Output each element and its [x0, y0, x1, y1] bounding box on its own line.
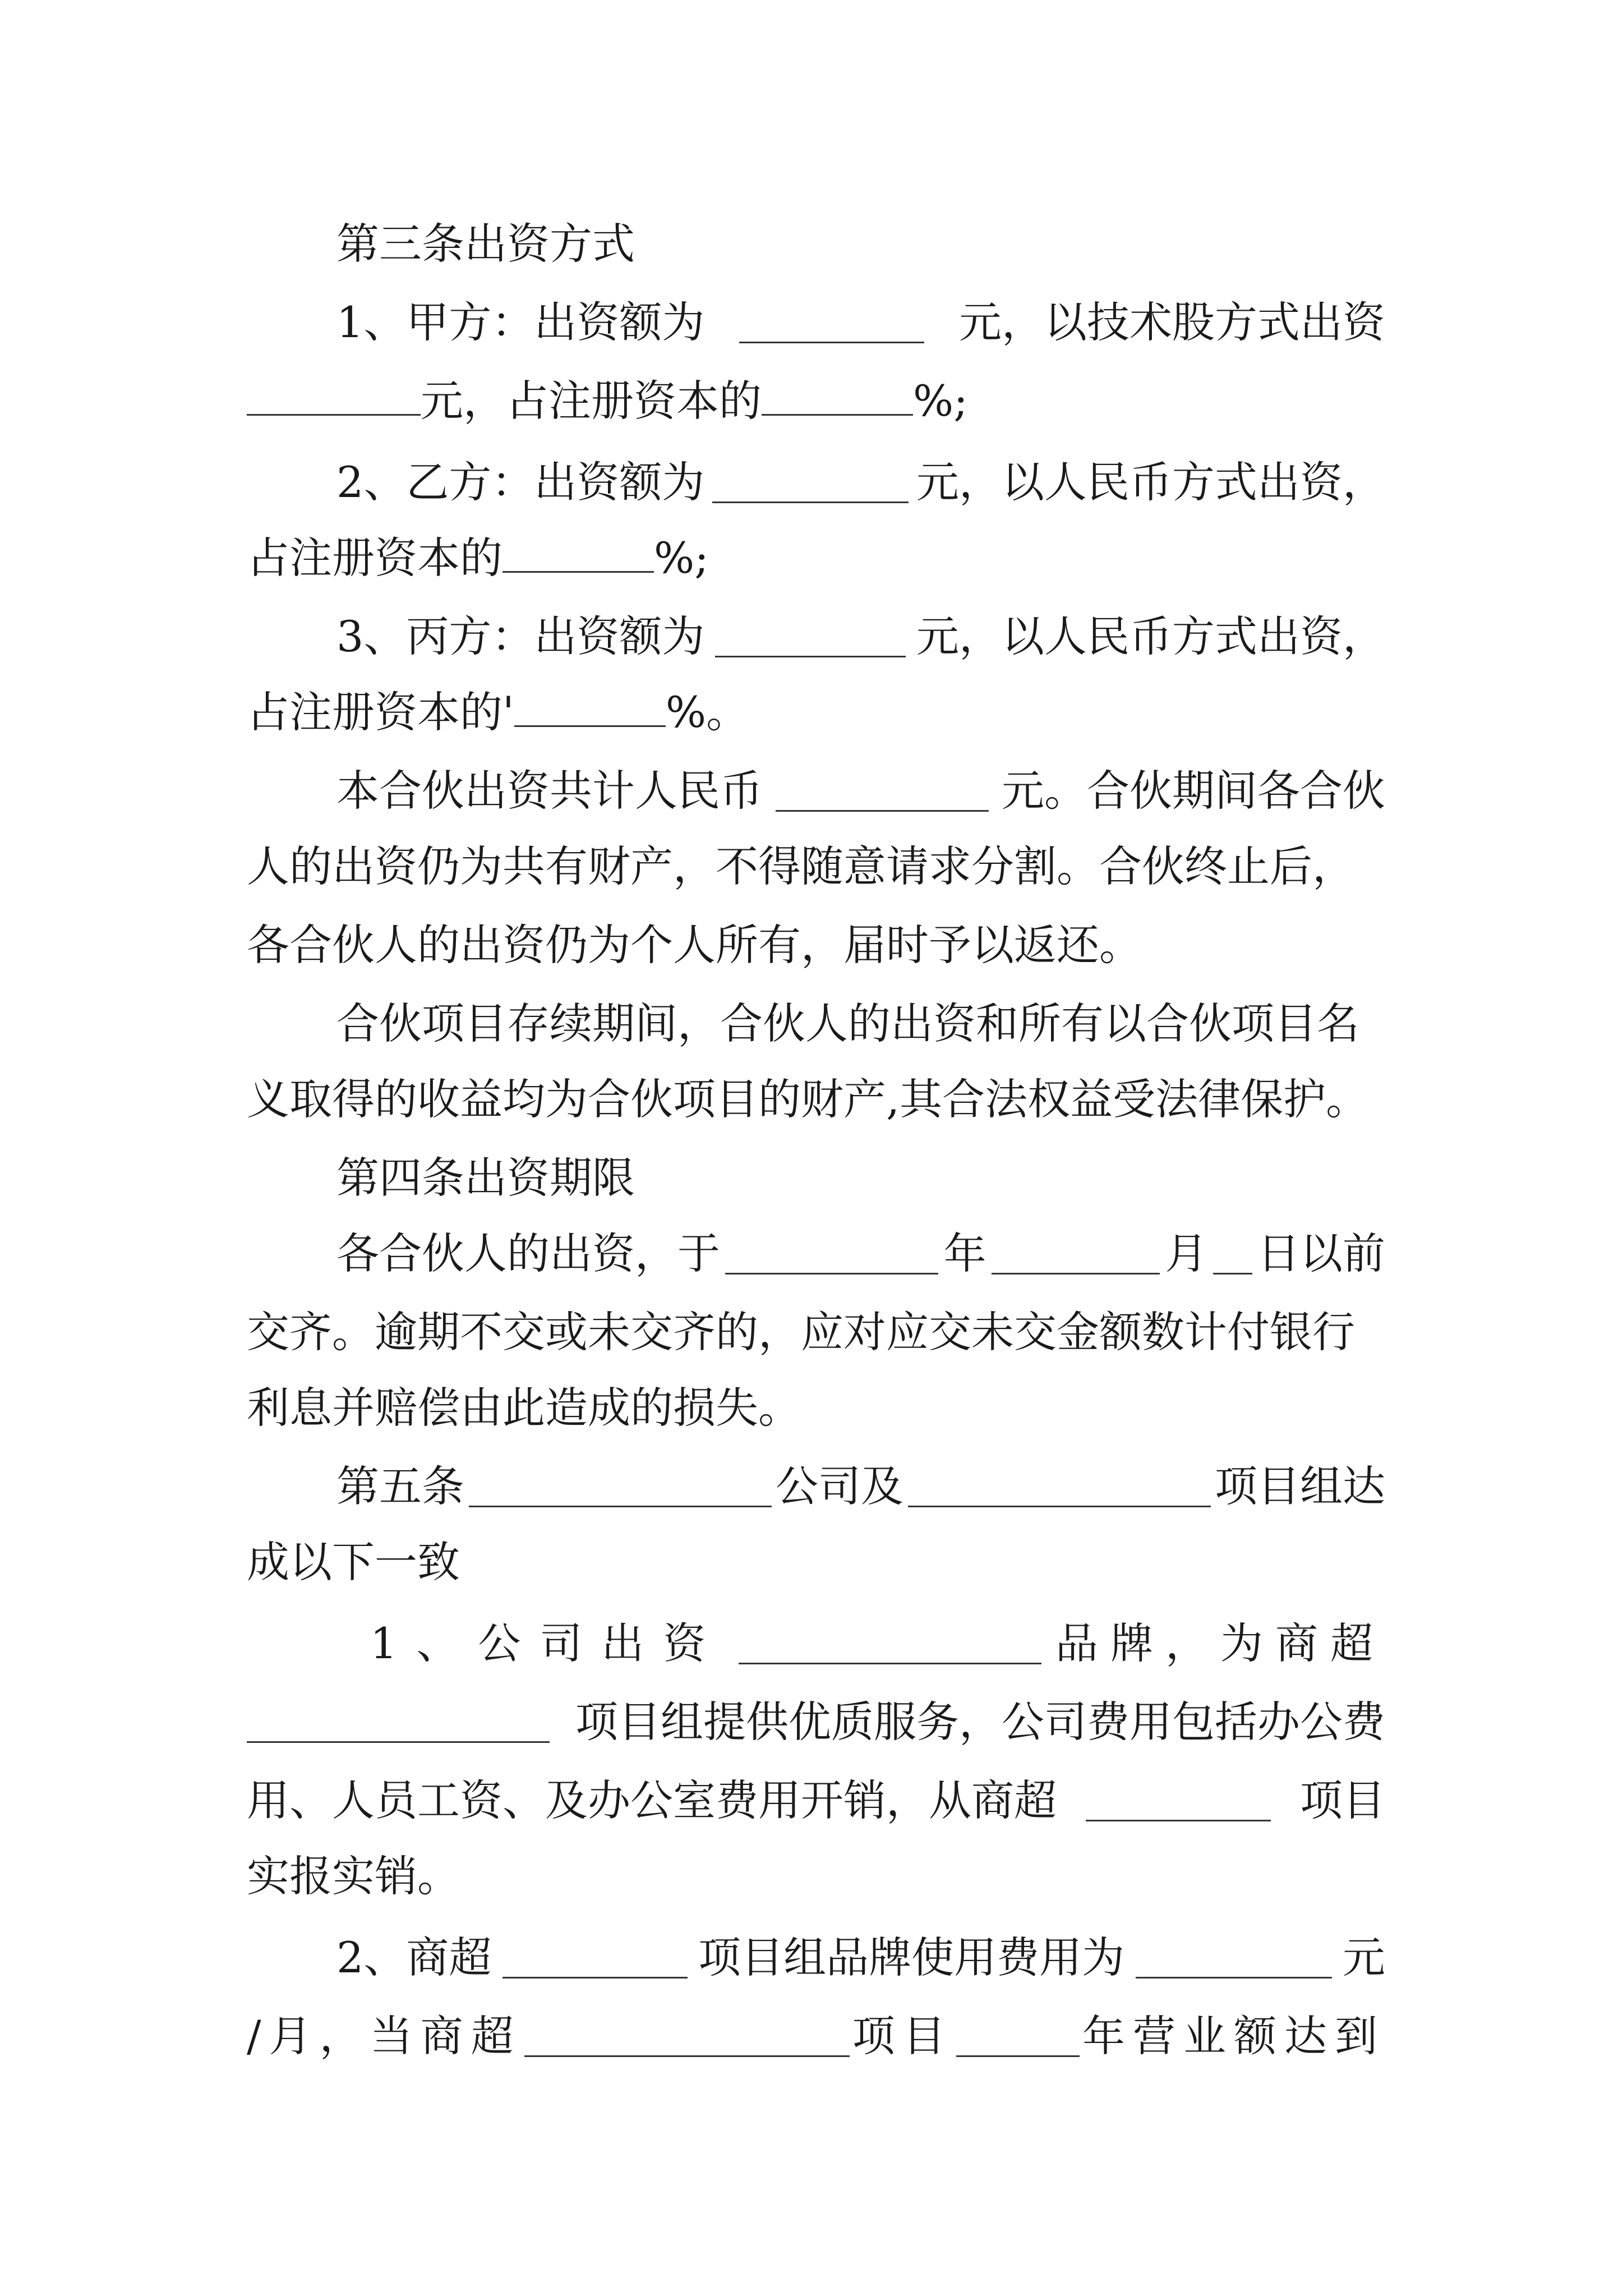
- item-1-continuation: [247, 1683, 1385, 1761]
- text: 项目: [1300, 1775, 1385, 1825]
- text: 第三条出资方式: [336, 219, 635, 269]
- text: 1、公司出资: [370, 1618, 725, 1668]
- blank-field[interactable]: [739, 302, 924, 343]
- text: 品牌，为商超: [1055, 1618, 1385, 1668]
- article-3-heading: [336, 205, 1385, 283]
- text: 第四条出资期限: [336, 1153, 635, 1203]
- clause-3-continuation: [247, 673, 1385, 752]
- text: 项目组达: [1215, 1461, 1385, 1511]
- paragraph-line: [247, 1369, 1385, 1447]
- text: 义取得的收益均为合伙项目的财产,其合法权益受法律保护。: [247, 1074, 1369, 1124]
- text: 各合伙人的出资，于: [336, 1228, 720, 1278]
- text: 本合伙出资共计人民币: [336, 766, 763, 816]
- text: 元，以人民币方式出资，: [916, 611, 1385, 661]
- text: 公司及: [776, 1461, 903, 1511]
- article-5-heading: [336, 1447, 1385, 1526]
- text: 项目: [852, 2011, 953, 2061]
- text: 元: [1342, 1932, 1385, 1982]
- blank-field[interactable]: [956, 2016, 1080, 2057]
- blank-field[interactable]: [762, 375, 913, 416]
- text: 元，以人民币方式出资，: [916, 457, 1385, 507]
- text: 3、丙方：出资额为: [336, 611, 705, 661]
- text: 合伙项目存续期间，合伙人的出资和所有以合伙项目名: [336, 999, 1359, 1048]
- text: 实报实销。: [247, 1851, 460, 1901]
- text: 2、乙方：出资额为: [336, 457, 705, 507]
- text: 占注册资本的': [247, 687, 514, 737]
- blank-field[interactable]: [502, 1938, 688, 1978]
- clause-1-continuation: [247, 362, 1385, 440]
- text: 第五条: [336, 1461, 464, 1511]
- text: 月: [1165, 1228, 1208, 1278]
- text: 占注册资本的: [247, 533, 502, 583]
- blank-field[interactable]: [1136, 1938, 1332, 1978]
- text: %。: [665, 687, 749, 737]
- blank-field[interactable]: [712, 462, 909, 503]
- blank-field[interactable]: [715, 616, 906, 657]
- blank-field[interactable]: [502, 532, 654, 573]
- paragraph-line: [247, 1837, 1385, 1916]
- text: /月，当商超: [247, 2011, 522, 2061]
- paragraph-line: [247, 827, 1385, 906]
- paragraph-line: [247, 906, 1385, 984]
- clause-3-party-c: [336, 597, 1385, 676]
- paragraph-line: [336, 984, 1385, 1063]
- text: 1、甲方：出资额为: [336, 297, 705, 347]
- text: 人的出资仍为共有财产，不得随意请求分割。合伙终止后，: [247, 841, 1355, 891]
- blank-field[interactable]: [1213, 1234, 1252, 1274]
- blank-field[interactable]: [1086, 1780, 1271, 1821]
- article-4-heading: [336, 1139, 1385, 1217]
- text: 交齐。逾期不交或未交齐的，应对应交未交金额数计付银行: [247, 1307, 1355, 1357]
- text: 项目组品牌使用费用为: [698, 1932, 1125, 1982]
- text: 利息并赔偿由此造成的损失。: [247, 1383, 801, 1433]
- text: 元。合伙期间各合伙: [1002, 766, 1385, 816]
- text: 年营业额达到: [1082, 2011, 1385, 2061]
- paragraph-line: [247, 1523, 1385, 1602]
- text: %;: [913, 376, 968, 426]
- paragraph-line: [247, 1060, 1385, 1139]
- text: 项目组提供优质服务，公司费用包括办公费: [575, 1697, 1385, 1747]
- item-1-continuation: [247, 1761, 1385, 1840]
- blank-field[interactable]: [725, 1234, 938, 1274]
- text: 成以下一致: [247, 1537, 460, 1587]
- blank-field[interactable]: [469, 1466, 772, 1507]
- item-2-continuation: [247, 1997, 1385, 2076]
- text: 元，占注册资本的: [421, 376, 762, 426]
- text: 各合伙人的出资仍为个人所有，届时予以返还。: [247, 920, 1142, 970]
- blank-field[interactable]: [524, 2016, 850, 2057]
- item-1-line: [370, 1604, 1385, 1683]
- blank-field[interactable]: [247, 1702, 550, 1743]
- text: %;: [654, 533, 709, 583]
- item-2-line: [336, 1918, 1385, 1997]
- deadline-line: [336, 1214, 1385, 1293]
- paragraph-line: [247, 1293, 1385, 1372]
- text: 元，以技术股方式出资: [958, 297, 1385, 347]
- blank-field[interactable]: [776, 771, 989, 812]
- text: 年: [943, 1228, 986, 1278]
- text: 2、商超: [336, 1932, 492, 1982]
- clause-2-continuation: [247, 519, 1385, 597]
- blank-field[interactable]: [247, 375, 421, 416]
- clause-2-party-b: [336, 443, 1385, 522]
- total-contribution-line: [336, 752, 1385, 830]
- text: 用、人员工资、及办公室费用开销，从商超: [247, 1775, 1057, 1825]
- text: 日以前: [1257, 1228, 1385, 1278]
- blank-field[interactable]: [992, 1234, 1160, 1274]
- clause-1-party-a: [336, 283, 1385, 362]
- blank-field[interactable]: [908, 1466, 1211, 1507]
- blank-field[interactable]: [514, 686, 666, 727]
- blank-field[interactable]: [739, 1623, 1041, 1664]
